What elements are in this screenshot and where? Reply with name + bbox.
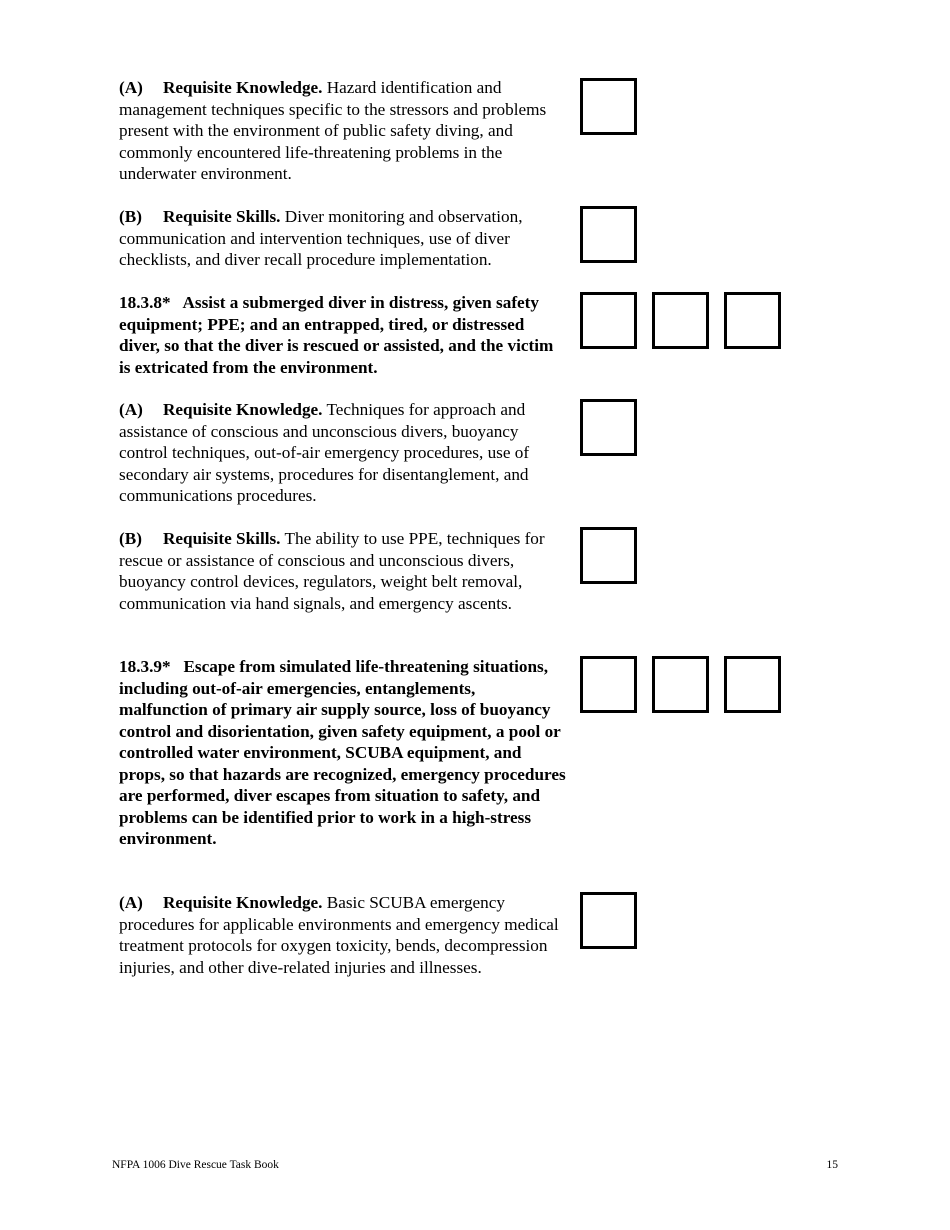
signoff-checkbox[interactable] — [580, 206, 637, 263]
footer-title: NFPA 1006 Dive Rescue Task Book — [112, 1159, 279, 1171]
item-text: Basic SCUBA emergency procedures for applicable environments and emergency medical treatment protocols for oxygen toxicity, bends, decompression injuries, and other dive-related injuries and illnesses. — [119, 893, 559, 977]
item-text: The ability to use PPE, techniques for rescue or assistance of conscious and unconscious divers, buoyancy control devices, regulators, weight belt removal, communication via hand signals, and emergency ascents. — [119, 529, 545, 613]
item-label: (B) — [119, 207, 142, 226]
signoff-checkbox[interactable] — [580, 527, 637, 584]
signoff-checkbox[interactable] — [580, 399, 637, 456]
checkbox-group — [580, 78, 637, 135]
signoff-checkbox[interactable] — [580, 656, 637, 713]
signoff-checkbox[interactable] — [580, 78, 637, 135]
item-lead: Requisite Knowledge. — [163, 400, 323, 419]
checkbox-group — [580, 206, 637, 263]
item-text: Techniques for approach and assistance of conscious and unconscious divers, buoyancy control techniques, out-of-air emergency procedures, use of secondary air systems, procedures for disentanglement, and communications procedures. — [119, 400, 530, 505]
requisite-skills-paragraph — [119, 528, 567, 614]
signoff-checkbox[interactable] — [724, 292, 781, 349]
item-label: (A) — [119, 78, 143, 97]
page-number: 15 — [826, 1159, 838, 1171]
signoff-checkbox[interactable] — [724, 656, 781, 713]
checkbox-group — [580, 399, 637, 456]
requisite-knowledge-paragraph — [119, 892, 567, 978]
item-label: (A) — [119, 893, 143, 912]
item-text: Diver monitoring and observation, communication and intervention techniques, use of diver checklists, and diver recall procedure implementation. — [119, 207, 523, 269]
item-lead: Requisite Skills. — [163, 529, 281, 548]
jpr-heading-18-3-9: 18.3.9* Escape from simulated life-threatening situations, including out-of-air emergencies, entanglements, malfunction of primary air supply source, loss of buoyancy control and disorientation, given safety equipment, a pool or controlled water environment, SCUBA equipment, and props, so that hazards are recognized, emergency procedures are performed, diver escapes from situation to safety, and problems can be identified prior to work in a high-stress environment. — [119, 657, 570, 848]
requisite-skills-paragraph — [119, 206, 567, 271]
item-label: (A) — [119, 400, 143, 419]
requisite-knowledge-paragraph — [119, 399, 567, 507]
item-lead: Requisite Knowledge. — [163, 78, 323, 97]
requisite-knowledge-paragraph — [119, 77, 567, 185]
item-lead: Requisite Knowledge. — [163, 893, 323, 912]
item-text: Hazard identification and management techniques specific to the stressors and problems present with the environment of public safety diving, and commonly encountered life-threatening problems in the underwater environment. — [119, 78, 547, 183]
checkbox-group — [580, 656, 781, 713]
item-label: (B) — [119, 529, 142, 548]
signoff-checkbox[interactable] — [652, 656, 709, 713]
checkbox-group — [580, 292, 781, 349]
signoff-checkbox[interactable] — [580, 892, 637, 949]
signoff-checkbox[interactable] — [652, 292, 709, 349]
checkbox-group — [580, 527, 637, 584]
signoff-checkbox[interactable] — [580, 292, 637, 349]
jpr-heading-18-3-8: 18.3.8* Assist a submerged diver in distress, given safety equipment; PPE; and an entrapped, tired, or distressed diver, so that the diver is rescued or assisted, and the victim is extricated from the environment. — [119, 293, 558, 377]
item-lead: Requisite Skills. — [163, 207, 281, 226]
checkbox-group — [580, 892, 637, 949]
